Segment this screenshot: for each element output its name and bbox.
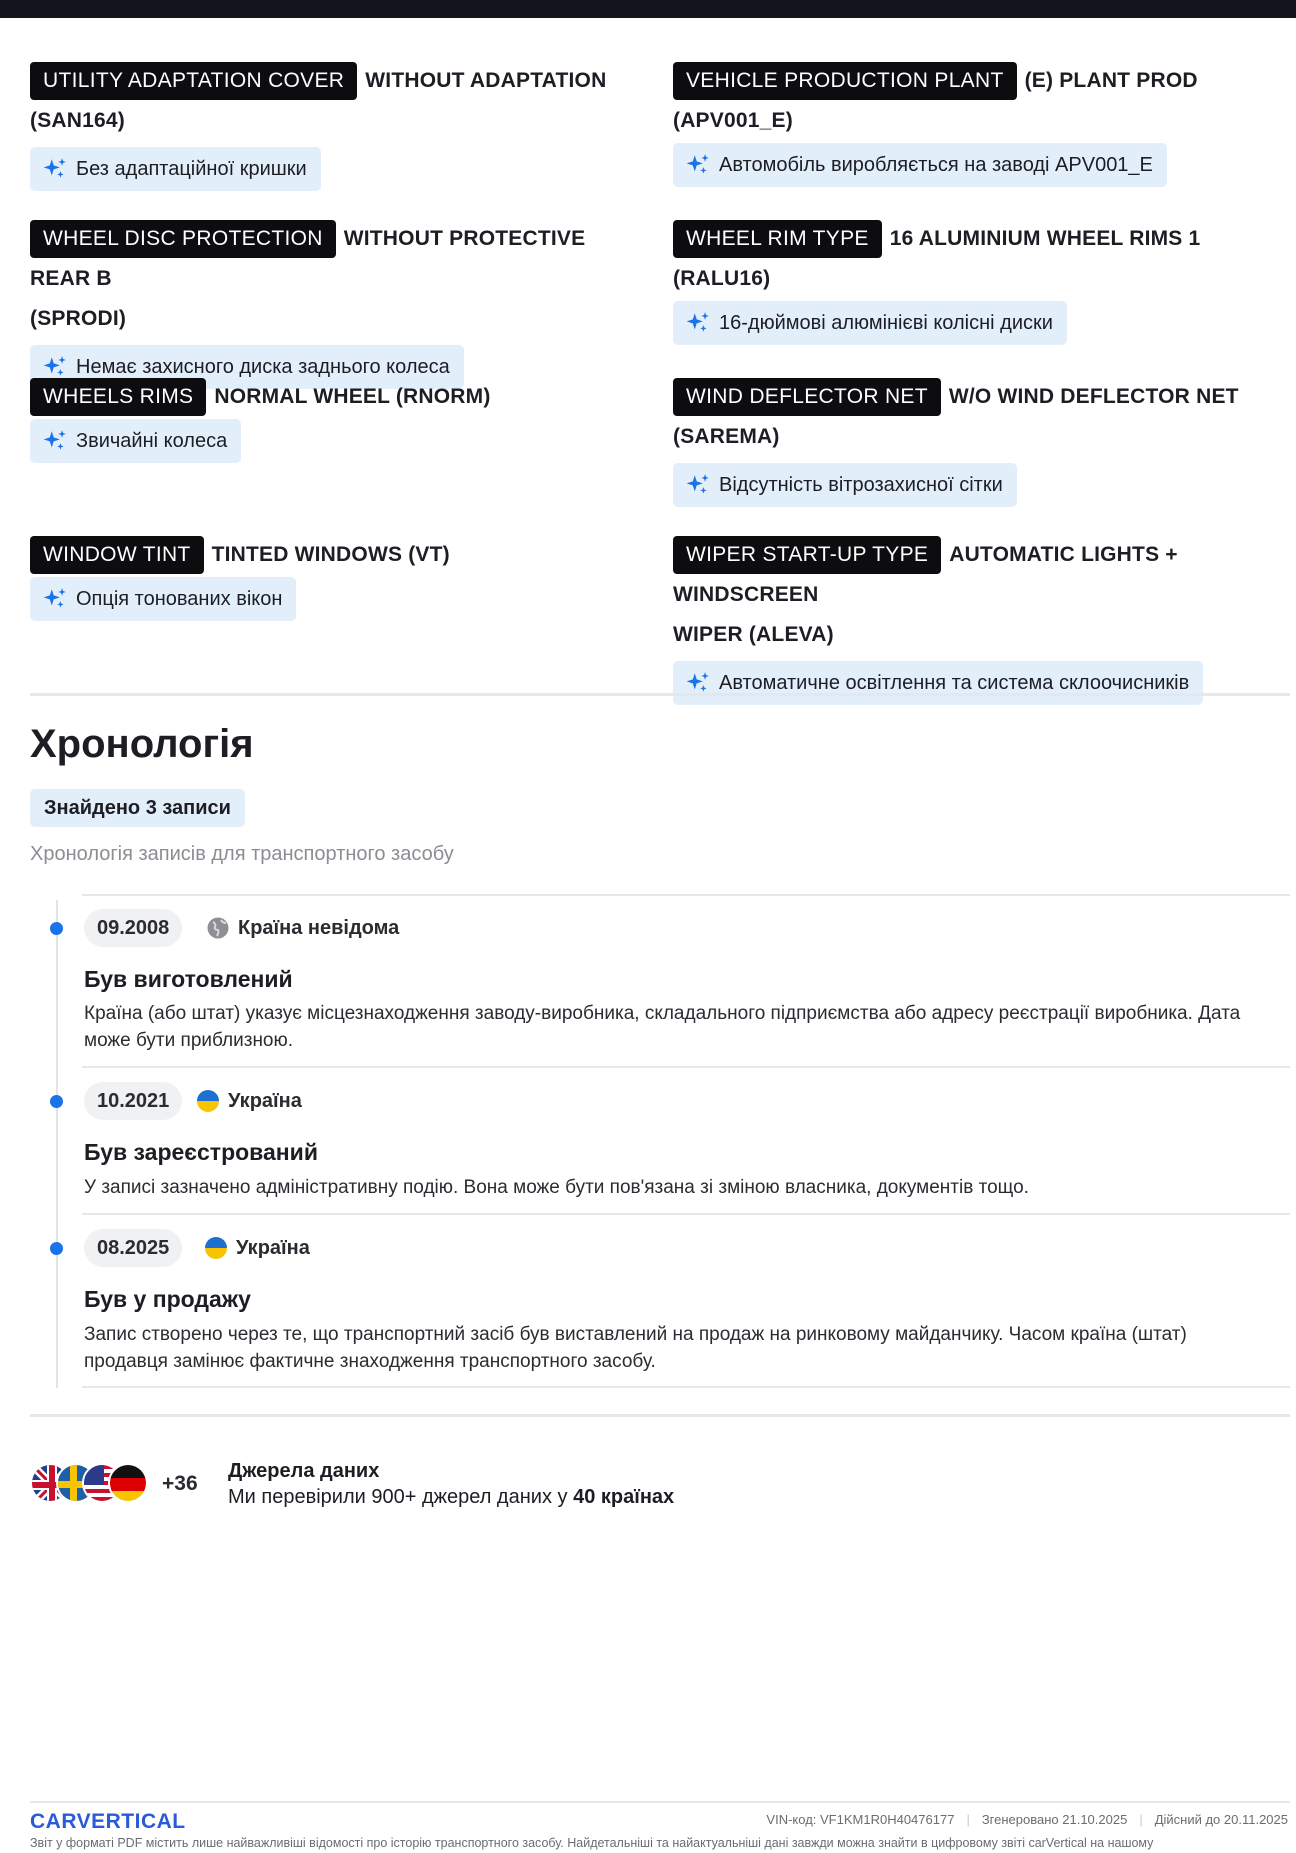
records-found-badge: Знайдено 3 записи <box>30 789 245 827</box>
footer-divider <box>30 1801 1290 1803</box>
generated-date: Згенеровано 21.10.2025 <box>981 1812 1128 1827</box>
ukraine-flag-icon <box>204 1236 228 1260</box>
sparkles-icon <box>42 156 68 182</box>
event-description: Країна (або штат) указує місцезнаходження заводу-виробника, складального підприємства або адресу реєстрації виробника. Дата може бути приблизною. <box>84 1003 1241 1051</box>
event-country: Україна <box>196 1089 302 1113</box>
valid-until: Дійсний до 20.11.2025 <box>1154 1812 1288 1827</box>
sparkles-icon <box>685 152 711 178</box>
event-description: У записі зазначено адміністративну подію. Вона може бути пов'язана зі зміною власника, документів тощо. <box>84 1177 1029 1198</box>
spec-value: (E) PLANT PROD (APV001_E) <box>673 69 1198 132</box>
spec-tag: WHEELS RIMS <box>30 378 206 416</box>
source-country-flags <box>30 1463 150 1503</box>
event-date: 10.2021 <box>84 1082 182 1120</box>
spec-value: AUTOMATIC LIGHTS + WINDSCREEN <box>673 543 1178 606</box>
spec-vehicle-production-plant <box>673 61 1293 187</box>
timeline-separator <box>82 1213 1290 1215</box>
timeline-separator <box>82 894 1290 896</box>
spec-value: NORMAL WHEEL (RNORM) <box>214 385 491 408</box>
ai-translation: Автоматичне освітлення та система склоочисників <box>673 661 1203 705</box>
spec-value: TINTED WINDOWS (VT) <box>211 543 450 566</box>
spec-tag: WIPER START-UP TYPE <box>673 536 941 574</box>
timeline-separator <box>82 1066 1290 1068</box>
timeline-dot <box>50 1242 63 1255</box>
section-divider <box>30 1414 1290 1417</box>
event-title: Був зареєстрований <box>84 1139 318 1165</box>
spec-value: WITHOUT PROTECTIVE REAR B <box>30 227 586 290</box>
germany-flag-icon <box>108 1463 148 1503</box>
sparkles-icon <box>685 472 711 498</box>
event-date: 08.2025 <box>84 1229 182 1267</box>
spec-tag: UTILITY ADAPTATION COVER <box>30 62 357 100</box>
ai-translation: Звичайні колеса <box>30 419 241 463</box>
report-meta: VIN-код: VF1KM1R0H40476177 | Згенеровано 21.10.2025 | Дійсний до 20.11.2025 <box>766 1812 1288 1827</box>
ai-translation: 16-дюймові алюмінієві колісні диски <box>673 301 1067 345</box>
sparkles-icon <box>42 586 68 612</box>
ai-translation: Відсутність вітрозахисної сітки <box>673 463 1017 507</box>
ai-translation: Автомобіль виробляється на заводі APV001_E <box>673 143 1167 187</box>
spec-value-cont: (SAN164) <box>30 109 125 132</box>
spec-tag: WINDOW TINT <box>30 536 204 574</box>
spec-value-cont: (SPRODI) <box>30 307 127 330</box>
spec-value: W/O WIND DEFLECTOR NET <box>948 385 1239 408</box>
more-countries-count: +36 <box>162 1472 198 1495</box>
spec-tag: VEHICLE PRODUCTION PLANT <box>673 62 1017 100</box>
timeline-dot <box>50 922 63 935</box>
spec-window-tint <box>30 535 650 621</box>
event-country: Країна невідома <box>206 916 399 940</box>
event-title: Був у продажу <box>84 1286 251 1312</box>
section-divider <box>30 693 1290 696</box>
spec-wheel-disc-protection <box>30 219 650 389</box>
sparkles-icon <box>42 428 68 454</box>
carvertical-logo: CARVERTICAL <box>30 1810 186 1833</box>
spec-tag: WIND DEFLECTOR NET <box>673 378 941 416</box>
ai-translation: Опція тонованих вікон <box>30 577 296 621</box>
footer-disclaimer: Звіт у форматі PDF містить лише найважливіші відомості про історію транспортного засобу. Найдетальніші та найактуальніші дані завжди можна знайти в цифровому звіті carVertical на нашому <box>30 1836 1154 1850</box>
spec-value: 16 ALUMINIUM WHEEL RIMS 1 (RALU16) <box>673 227 1201 290</box>
top-bar <box>0 0 1296 18</box>
spec-utility-adaptation-cover <box>30 61 650 191</box>
spec-wind-deflector-net <box>673 377 1293 507</box>
spec-wheels-rims <box>30 377 650 463</box>
sparkles-icon <box>685 310 711 336</box>
vin-code: VIN-код: VF1KM1R0H40476177 <box>766 1812 955 1827</box>
sources-text: Ми перевірили 900+ джерел даних у 40 країнах <box>228 1486 675 1508</box>
ai-translation: Без адаптаційної кришки <box>30 147 321 191</box>
sources-title: Джерела даних <box>228 1460 380 1482</box>
spec-tag: WHEEL RIM TYPE <box>673 220 882 258</box>
spec-value-cont: WIPER (ALEVA) <box>673 623 834 646</box>
event-date: 09.2008 <box>84 909 182 947</box>
section-subtitle: Хронологія записів для транспортного засобу <box>30 843 454 865</box>
spec-tag: WHEEL DISC PROTECTION <box>30 220 336 258</box>
ukraine-flag-icon <box>196 1089 220 1113</box>
timeline-dot <box>50 1095 63 1108</box>
spec-value-cont: (SAREMA) <box>673 425 780 448</box>
spec-value: WITHOUT ADAPTATION <box>365 69 607 92</box>
timeline-separator <box>82 1386 1290 1388</box>
event-description: Запис створено через те, що транспортний засіб був виставлений на продаж на ринковому майданчику. Часом країна (штат) продавця замінює фактичне знаходження транспортного засобу. <box>84 1324 1187 1372</box>
timeline-line <box>56 900 58 1388</box>
ai-translation: Немає захисного диска заднього колеса <box>30 345 464 389</box>
event-title: Був виготовлений <box>84 966 293 992</box>
event-country: Україна <box>204 1236 310 1260</box>
spec-wheel-rim-type <box>673 219 1293 345</box>
globe-icon <box>206 916 230 940</box>
section-title: Хронологія <box>30 722 254 766</box>
spec-wiper-start-up-type <box>673 535 1293 705</box>
